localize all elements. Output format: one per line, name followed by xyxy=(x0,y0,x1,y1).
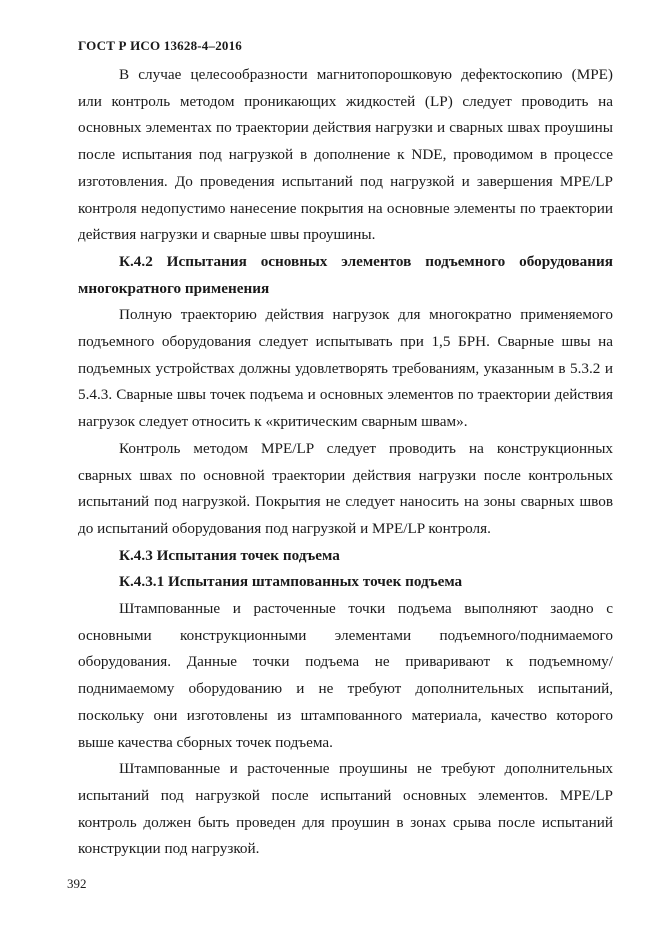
page-number: 392 xyxy=(67,876,87,891)
section-heading-k431: К.4.3.1 Испытания штампованных точек подъема xyxy=(119,573,463,591)
section-heading-k43: К.4.3 Испытания точек подъема xyxy=(119,546,340,564)
paragraph-load-path: Полную траекторию действия нагрузок для многократно применяемого подъемного оборудования следует испытывать при 1,5 БРН. Сварные швы на подъемных устройствах должны удовлетворять требованиям, указанным в 5.3.2 и 5.4.3. Сварные швы точек подъема и основных элементов по траектории действия нагрузок следует относить к «критическим сварным швам». xyxy=(78,306,613,431)
paragraph-forged-eyes: Штампованные и расточенные проушины не требуют дополнительных испытаний под нагрузкой после испытаний основных элементов. MPE/LP контроль должен быть проведен для проушин в зонах срыва после испытаний конструкции под нагрузкой. xyxy=(78,760,613,858)
section-heading-k42: К.4.2 Испытания основных элементов подъемного оборудования многократного применения xyxy=(78,252,613,297)
paragraph-mpe-lp-intro: В случае целесообразности магнитопорошковую дефектоскопию (MPE) или контроль методом проникающих жидкостей (LP) следует проводить на основных элементах по траектории действия нагрузки и сварных швах проушины после испытания под нагрузкой в дополнение к NDE, проводимом в процессе изготовления. До проведения испытаний под нагрузкой и завершения MPE/LP контроля недопустимо нанесение покрытия на основные элементы по траектории действия нагрузки и сварные швы проушины. xyxy=(78,66,613,244)
paragraph-mpe-control: Контроль методом MPE/LP следует проводить на конструкционных сварных швах по основной траектории действия нагрузки после контрольных испытаний под нагрузкой. Покрытия не следует наносить на зоны сварных швов до испытаний оборудования под нагрузкой и MPE/LP контроля. xyxy=(78,439,613,537)
paragraph-forged-points: Штампованные и расточенные точки подъема выполняют заодно с основными конструкционными элементами подъемного/поднимаемого оборудования. Данные точки подъема не приваривают к подъемному/поднимаемому оборудованию и не требуют дополнительных испытаний, поскольку они изготовлены из штампованного материала, качество которого выше качества сборных точек подъема. xyxy=(78,600,613,751)
document-header: ГОСТ Р ИСО 13628-4–2016 xyxy=(78,38,243,53)
page-content xyxy=(78,62,613,863)
